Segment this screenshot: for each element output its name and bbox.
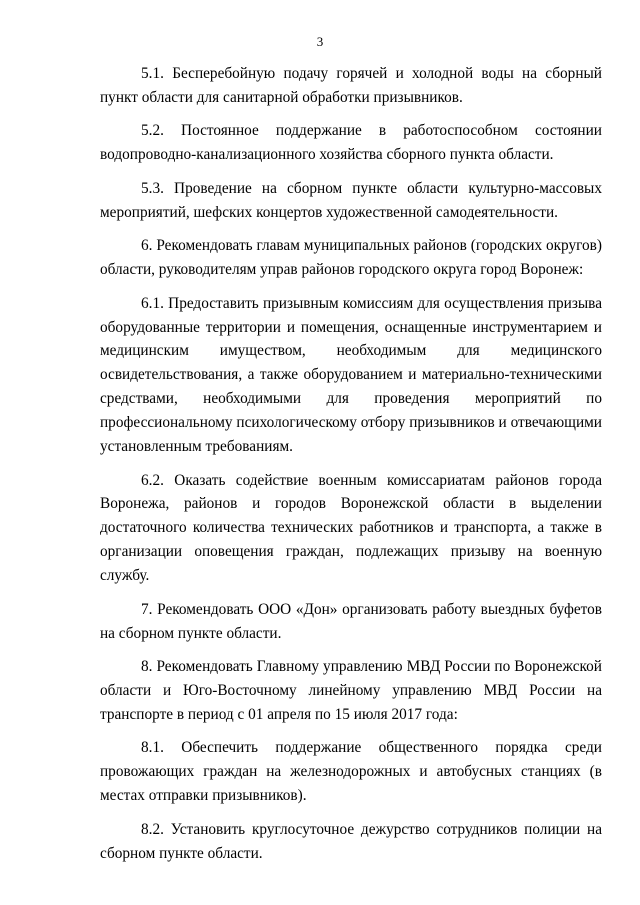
document-body	[100, 62, 602, 875]
paragraph-7: 7. Рекомендовать ООО «Дон» организовать работу выездных буфетов на сборном пункте области.	[100, 600, 602, 642]
paragraph-8-1: 8.1. Обеспечить поддержание общественного порядка среди провожающих граждан на железнодорожных и автобусных станциях (в местах отправки призывников).	[100, 739, 602, 805]
paragraph-6-1: 6.1. Предоставить призывным комиссиям для осуществления призыва оборудованные территории и помещения, оснащенные инструментарием и медицинским имуществом, необходимым для медицинского освидетельствования, а также оборудованием и материально-техническими средствами, необходимыми для проведения мероприятий по профессиональному психологическому отбору призывников и отвечающими установленным требованиям.	[100, 294, 602, 456]
paragraph-5-2: 5.2. Постоянное поддержание в работоспособном состоянии водопроводно-канализационного хозяйства сборного пункта области.	[100, 122, 602, 164]
paragraph-8-2: 8.2. Установить круглосуточное дежурство сотрудников полиции на сборном пункте области.	[100, 820, 602, 862]
paragraph-5-3: 5.3. Проведение на сборном пункте области культурно-массовых мероприятий, шефских концертов художественной самодеятельности.	[100, 179, 602, 221]
page-number: 3	[316, 34, 324, 49]
paragraph-6: 6. Рекомендовать главам муниципальных районов (городских округов) области, руководителям управ районов городского округа город Воронеж:	[100, 237, 602, 279]
paragraph-6-2: 6.2. Оказать содействие военным комиссариатам районов города Воронежа, районов и городов Воронежской области в выделении достаточного количества технических работников и транспорта, а также в организации оповещения граждан, подлежащих призыву на военную службу.	[100, 471, 602, 585]
paragraph-8: 8. Рекомендовать Главному управлению МВД России по Воронежской области и Юго-Восточному линейному управлению МВД России на транспорте в период с 01 апреля по 15 июля 2017 года:	[100, 658, 602, 723]
paragraph-5-1: 5.1. Бесперебойную подачу горячей и холодной воды на сборный пункт области для санитарной обработки призывников.	[100, 65, 602, 106]
